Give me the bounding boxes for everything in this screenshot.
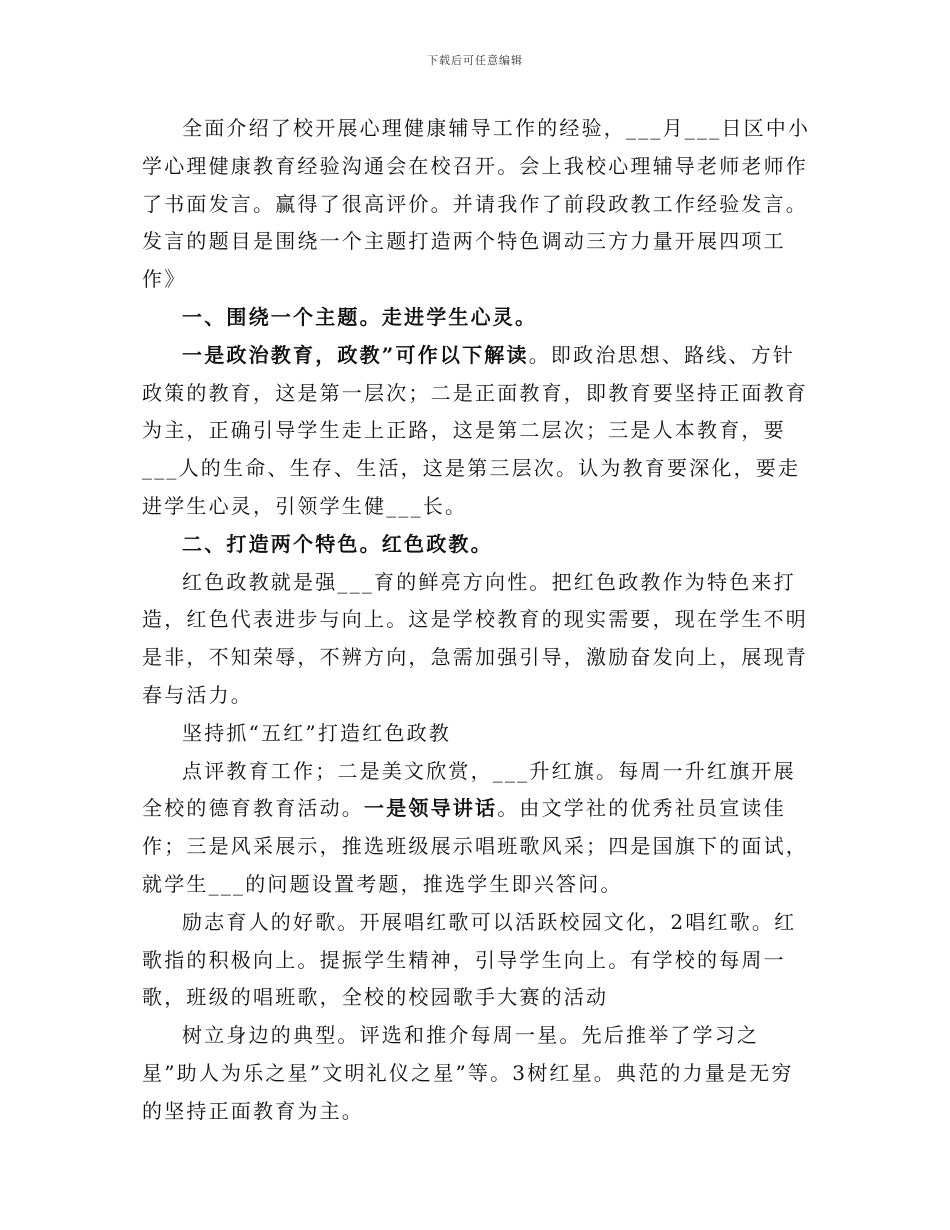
paragraph-flag-raising [142,753,814,904]
document-body [142,110,814,1131]
paragraph-inline-bold: 一是领导讲话 [364,796,498,821]
paragraph-red-songs: 励志育人的好歌。开展唱红歌可以活跃校园文化，2唱红歌。红歌指的积极向上。提振学生精神，引导学生向上。有学校的每周一歌，班级的唱班歌，全校的校园歌手大赛的活动 [142,909,797,1010]
paragraph-red-education: 红色政教就是强___育的鲜亮方向性。把红色政教作为特色来打造，红色代表进步与向上。这是学校教育的现实需要，现在学生不明是非，不知荣辱，不辨方向，急需加强引导，激励奋发向上，展现青春与活力。 [142,569,808,707]
paragraph-intro: 全面介绍了校开展心理健康辅导工作的经验，___月___日区中小学心理健康教育经验沟通会在校召开。会上我校心理辅导老师老师作了书面发言。赢得了很高评价。并请我作了前段政教工作经验发言。发言的题目是围绕一个主题打造两个特色调动三方力量开展四项工作》 [142,116,811,292]
paragraph-text: 。由文学社的优秀社员宣读佳作；三是风采展示，推选班级展示唱班歌风采；四是国旗下的面试，就学生___的问题设置考题，推选学生即兴答问。 [142,796,808,896]
paragraph-political-education [142,337,814,526]
paragraph-red-stars: 树立身边的典型。评选和推介每周一星。先后推举了学习之星”助人为乐之星”文明礼仪之星”等。3树红星。典范的力量是无穷的坚持正面教育为主。 [142,1023,794,1123]
paragraph-five-red: 坚持抓“五红”打造红色政教 [182,720,452,745]
section-heading-2: 二、打造两个特色。红色政教。 [182,531,493,556]
page-header: 下载后可任意编辑 [427,54,523,67]
paragraph-text: 点评教育工作；二是美文欣赏，___升红旗。每周一升红旗开展全校的德育教育活动。 [142,758,796,821]
paragraph-text: 。即政治思想、路线、方针政策的教育，这是第一层次；二是正面教育，即教育要坚持正面教育为主，正确引导学生走上正路，这是第二层次；三是人本教育，要___人的生命、生存、生活，这是第三层次。认为教育要深化，要走进学生心灵，引领学生健___长。 [142,342,808,518]
paragraph-lead-bold: 一是政治教育，政教”可作以下解读 [182,342,529,367]
section-heading-1: 一、围绕一个主题。走进学生心灵。 [182,304,538,329]
